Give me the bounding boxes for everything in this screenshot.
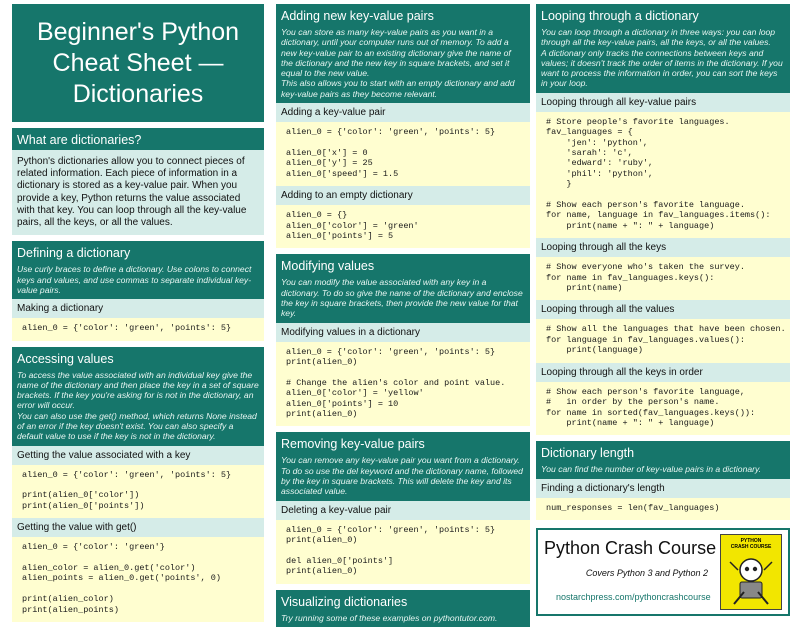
deleting-pair-subheading: Deleting a key-value pair — [276, 501, 530, 520]
robot-illustration-icon — [726, 552, 776, 608]
promo-url-link[interactable]: nostarchpress.com/pythoncrashcourse — [556, 592, 711, 603]
book-cover-title: PYTHON CRASH COURSE — [730, 538, 772, 551]
title-line-3: Dictionaries — [72, 79, 204, 108]
visualizing-desc: Try running some of these examples on pythontutor.com. — [276, 612, 530, 627]
get-value-with-get-code: alien_0 = {'color': 'green'} alien_color = alien_0.get('color') alien_points = alien_0.get('points', 0) print(alien_color) print(alien_points) — [12, 537, 264, 622]
dictionary-length-code: num_responses = len(fav_languages) — [536, 498, 790, 520]
adding-pair-code: alien_0 = {'color': 'green', 'points': 5} alien_0['x'] = 0 alien_0['y'] = 25 alien_0['speed'] = 1.5 — [276, 122, 530, 186]
defining-dictionary-desc: Use curly braces to define a dictionary. Use colons to connect keys and values, and use commas to separate individual key-value pairs. — [12, 263, 264, 299]
cheat-sheet-title — [12, 4, 264, 122]
book-cover-image — [720, 534, 782, 610]
modifying-values-heading: Modifying values — [276, 254, 530, 276]
promo-title: Python Crash Course — [544, 538, 717, 559]
column-1 — [12, 4, 264, 622]
visualizing-heading: Visualizing dictionaries — [276, 590, 530, 612]
looping-desc: You can loop through a dictionary in three ways: you can loop through all the key-value pairs, all the keys, or all the values. A dictionary only tracks the connections between keys and values; it doesn't track the order of items in the dictionary. If you want to process the information in order, you can sort the keys in your loop. — [536, 26, 790, 93]
making-dictionary-subheading: Making a dictionary — [12, 299, 264, 318]
accessing-values-desc: To access the value associated with an individual key give the name of the dictionary and then place the key in a set of square brackets. If the key you're asking for is not in the dictionary, an error will occur. You can also use the get() method, which returns None instead of an error if the key doesn't exist. You can also specify a default value to use if the key is not in the dictionary. — [12, 369, 264, 446]
adding-pair-subheading: Adding a key-value pair — [276, 103, 530, 122]
accessing-values-heading: Accessing values — [12, 347, 264, 369]
dictionary-length-subheading: Finding a dictionary's length — [536, 479, 790, 498]
adding-pairs-desc: You can store as many key-value pairs as you want in a dictionary, until your computer runs out of memory. To add a new key-value pair to an existing dictionary give the name of the dictionary and the new key in square brackets, and set it equal to the new value. This also allows you to start with an empty dictionary and add key-value pairs as they become relevant. — [276, 26, 530, 103]
loop-values-code: # Show all the languages that have been chosen. for language in fav_languages.values(): print(language) — [536, 319, 790, 362]
adding-pairs-heading: Adding new key-value pairs — [276, 4, 530, 26]
what-are-dictionaries-text: Python's dictionaries allow you to connect pieces of related information. Each piece of information in a dictionary is stored as a key-value pair. When you provide a key, Python returns the value associated with that key. You can loop through all the key-value pairs, all the keys, or all the values. — [12, 150, 264, 235]
title-line-1: Beginner's Python — [36, 17, 240, 46]
loop-keys-order-subheading: Looping through all the keys in order — [536, 363, 790, 382]
column-2 — [276, 4, 530, 627]
looping-heading: Looping through a dictionary — [536, 4, 790, 26]
title-line-2: Cheat Sheet — — [52, 48, 224, 77]
get-value-by-key-subheading: Getting the value associated with a key — [12, 446, 264, 465]
removing-pairs-desc: You can remove any key-value pair you want from a dictionary. To do so use the del keyword and the dictionary name, followed by the key in square brackets. This will delete the key and its associated value. — [276, 454, 530, 500]
loop-keys-code: # Show everyone who's taken the survey. for name in fav_languages.keys(): print(name) — [536, 257, 790, 300]
column-3 — [536, 4, 790, 616]
modifying-values-subheading: Modifying values in a dictionary — [276, 323, 530, 342]
dictionary-length-desc: You can find the number of key-value pairs in a dictionary. — [536, 463, 790, 478]
loop-values-subheading: Looping through all the values — [536, 300, 790, 319]
deleting-pair-code: alien_0 = {'color': 'green', 'points': 5} print(alien_0) del alien_0['points'] print(alien_0) — [276, 520, 530, 584]
promo-subtitle: Covers Python 3 and Python 2 — [585, 568, 708, 579]
loop-keys-order-code: # Show each person's favorite language, # in order by the person's name. for name in sorted(fav_languages.keys()): print(name + ": " + language) — [536, 382, 790, 436]
what-are-dictionaries-heading: What are dictionaries? — [12, 128, 264, 150]
adding-empty-subheading: Adding to an empty dictionary — [276, 186, 530, 205]
making-dictionary-code: alien_0 = {'color': 'green', 'points': 5} — [12, 318, 264, 340]
dictionary-length-heading: Dictionary length — [536, 441, 790, 463]
get-value-with-get-subheading: Getting the value with get() — [12, 518, 264, 537]
adding-empty-code: alien_0 = {} alien_0['color'] = 'green' alien_0['points'] = 5 — [276, 205, 530, 248]
modifying-values-desc: You can modify the value associated with any key in a dictionary. To do so give the name of the dictionary and enclose the key in square brackets, then provide the new value for that key. — [276, 276, 530, 322]
loop-keys-subheading: Looping through all the keys — [536, 238, 790, 257]
removing-pairs-heading: Removing key-value pairs — [276, 432, 530, 454]
python-crash-course-promo — [536, 528, 790, 616]
defining-dictionary-heading: Defining a dictionary — [12, 241, 264, 263]
loop-pairs-subheading: Looping through all key-value pairs — [536, 93, 790, 112]
get-value-by-key-code: alien_0 = {'color': 'green', 'points': 5} print(alien_0['color']) print(alien_0['points']) — [12, 465, 264, 519]
loop-pairs-code: # Store people's favorite languages. fav_languages = { 'jen': 'python', 'sarah': 'c', 'edward': 'ruby', 'phil': 'python', } # Show each person's favorite language. for name, language in fav_languages.items(): print(name + ": " + language) — [536, 112, 790, 238]
modifying-values-code: alien_0 = {'color': 'green', 'points': 5} print(alien_0) # Change the alien's color and point value. alien_0['color'] = 'yellow' alien_0['points'] = 10 print(alien_0) — [276, 342, 530, 427]
